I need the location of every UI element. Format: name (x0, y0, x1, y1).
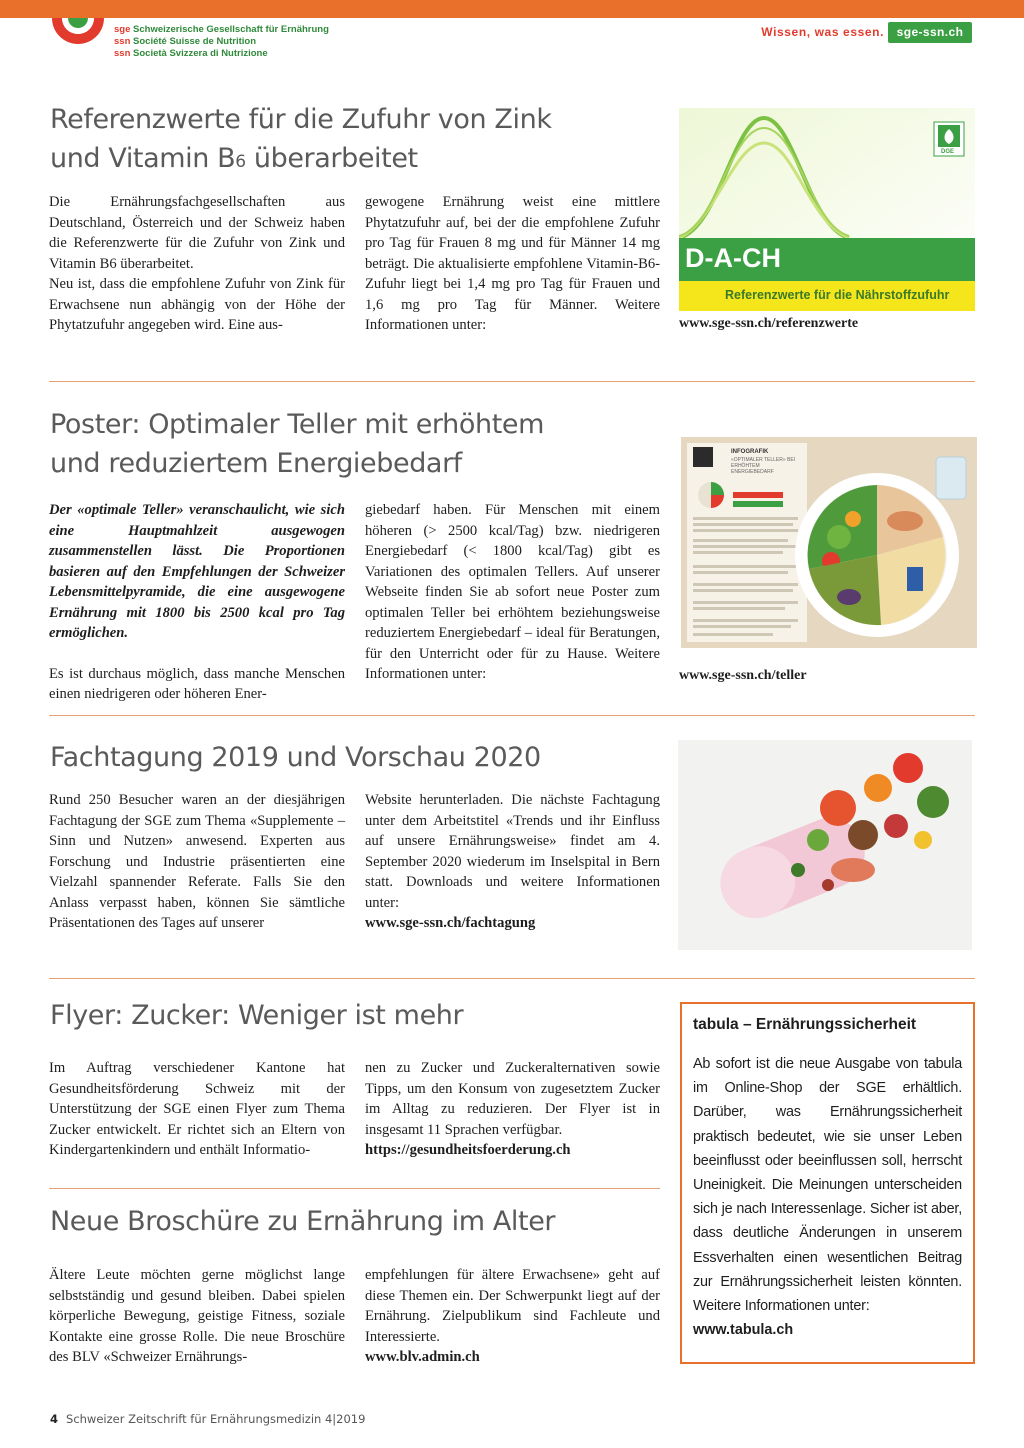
sge-logo (48, 18, 108, 52)
article-title-fachtagung: Fachtagung 2019 und Vorschau 2020 (50, 742, 541, 773)
article3-column-2: Website herunterladen. Die nächste Fachtagung unter dem Arbeitstitel «Trends und ihr Einfluss auf unsere Ernährungsweise» findet am 4. September 2020 wiederum im Inselspital in Bern statt. Downloads und weitere Informationen unter: www.sge-ssn.ch/fachtagung (365, 790, 660, 934)
link-tabula[interactable]: www.tabula.ch (693, 1322, 794, 1339)
link-referenzwerte[interactable]: www.sge-ssn.ch/referenzwerte (679, 316, 859, 331)
poster-image-title: INFOGRAFIK (731, 449, 769, 455)
journal-title: Schweizer Zeitschrift für Ernährungsmedizin 4|2019 (66, 1412, 366, 1426)
poster-image-subtitle: «OPTIMALER TELLER» BEI ERHÖHTEM ENERGIEBEDARF (731, 457, 796, 475)
link-blv[interactable]: www.blv.admin.ch (365, 1349, 480, 1365)
dach-band-subtitle: Referenzwerte für die Nährstoffzufuhr (725, 288, 950, 302)
dach-image-logo-text: DGE (941, 149, 955, 155)
article2-column-2: giebedarf haben. Für Menschen mit einem höheren (> 2500 kcal/Tag) bzw. niedrigeren Energiebedarf (< 1800 kcal/Tag) gibt es Variationen des optimalen Tellers. Auf unserer Webseite finden Sie ab sofort neue Poster zum optimalen Teller bei erhöhtem beziehungsweise reduziertem Energiebedarf – ideal für Beratungen, für den Unterricht oder für zu Hause. Weitere Informationen unter: (365, 502, 660, 682)
article-title-broschuere: Neue Broschüre zu Ernährung im Alter (50, 1206, 556, 1237)
slogan: Wissen, was essen. (761, 25, 884, 39)
article4-column-1: Im Auftrag verschiedener Kantone hat Gesundheitsförderung Schweiz mit der Unterstützung der SGE einen Flyer zum Thema Zucker entwickelt. Er richtet sich an Eltern von Kindergartenkindern und enthält Informatio- (49, 1060, 345, 1158)
org-line-it: ssn Società Svizzera di Nutrizione (114, 48, 268, 59)
organization-names (114, 24, 329, 60)
article4-column-2: nen zu Zucker und Zuckeralternativen sowie Tipps, um den Konsum von zugesetztem Zucker im Alltag zu reduzieren. Der Flyer ist in insgesamt 11 Sprachen verfügbar. https://gesundheitsfoerderung.ch (365, 1058, 660, 1161)
page-number: 4 (50, 1412, 59, 1426)
link-teller[interactable]: www.sge-ssn.ch/teller (679, 668, 807, 683)
dach-band-title: D-A-CH (685, 243, 781, 273)
sidebar-body: Ab sofort ist die neue Ausgabe von tabula im Online-Shop der SGE erhältlich. Darüber, was Ernährungssicherheit praktisch bedeutet, wie sie unser Leben beeinflusst oder beeinflussen soll, herrscht Uneinigkeit. Die Meinungen unterscheiden sich je nach Interessenlage. Sicher ist aber, dass deutliche Änderungen in unserem Essverhalten einen wesentlichen Beitrag zur Ernährungssicherheit leisten könnten. Weitere Informationen unter: (693, 1056, 962, 1315)
link-fachtagung[interactable]: www.sge-ssn.ch/fachtagung (365, 915, 536, 931)
page-footer (50, 1412, 365, 1426)
article-title-flyer-zucker: Flyer: Zucker: Weniger ist mehr (50, 1000, 464, 1031)
divider (49, 978, 975, 979)
site-badge[interactable]: sge-ssn.ch (888, 22, 972, 43)
article5-column-2: empfehlungen für ältere Erwachsene» geht auf diese Themen ein. Der Schwerpunkt liegt auf der Ernährung. Zielpublikum sind Fachleute und Interessierte. www.blv.admin.ch (365, 1265, 660, 1368)
article-title-referenzwerte: Referenzwerte für die Zufuhr von Zink und Vitamin B6 überarbeitet (50, 104, 552, 174)
optimal-plate-poster-image (681, 437, 977, 648)
sidebar-title: tabula – Ernährungssicherheit (693, 1016, 917, 1033)
article1-column-2: gewogene Ernährung weist eine mittlere Phytatzufuhr auf, bei der die empfohlene Zufuhr pro Tag für Frauen 8 mg und für Männer 14 mg beträgt. Die aktualisierte empfohlene Vitamin-B6-Zufuhr liegt bei 1,4 mg pro Tag für Frauen und 1,6 mg pro Tag für Männer. Weitere Informationen unter: (365, 194, 660, 333)
dach-reference-image (679, 108, 975, 311)
article2-column-1: Der «optimale Teller» veranschaulicht, wie sich eine Hauptmahlzeit ausgewogen zusammenstellen lässt. Die Proportionen basieren auf den Empfehlungen der Schweizer Lebensmittelpyramide, die eine ausgewogene Ernährung mit 1800 bis 2500 kcal pro Tag ermöglichen. Es ist durchaus möglich, dass manche Menschen einen niedrigeren oder höheren Ener- (49, 502, 345, 702)
org-line-fr: ssn Société Suisse de Nutrition (114, 36, 257, 47)
article-title-poster: Poster: Optimaler Teller mit erhöhtem und reduziertem Energiebedarf (50, 409, 544, 479)
org-line-de: sge Schweizerische Gesellschaft für Ernährung (114, 24, 329, 35)
article1-column-1: Die Ernährungsfachgesellschaften aus Deutschland, Österreich und der Schweiz haben die Referenzwerte für die Zufuhr von Zink und Vitamin B6 überarbeitet. Neu ist, dass die empfohlene Zufuhr von Zink für Erwachsene nun abhängig von der Höhe der Phytatzufuhr angegeben wird. Eine aus- (49, 194, 345, 333)
top-accent-bar (0, 0, 1024, 18)
article3-column-1: Rund 250 Besucher waren an der diesjährigen Fachtagung der SGE zum Thema «Supplemente – Sinn und Nutzen» anwesend. Experten aus Forschung und Industrie präsentierten eine Vielzahl spannender Referate. Falls Sie den Anlass verpasst haben, können Sie sämtliche Präsentationen des Tages auf unserer (49, 792, 345, 931)
supplement-capsule-image (678, 740, 972, 950)
link-gesundheitsfoerderung[interactable]: https://gesundheitsfoerderung.ch (365, 1142, 571, 1158)
article5-column-1: Ältere Leute möchten gerne möglichst lange selbstständig und gesund bleiben. Dabei spielen körperliche Bewegung, geistige Fitness, soziale Kontakte eine grosse Rolle. Die neue Broschüre des BLV «Schweizer Ernährungs- (49, 1267, 345, 1365)
divider (49, 1188, 660, 1189)
tabula-sidebar (680, 1002, 975, 1364)
divider (49, 381, 975, 382)
divider (49, 715, 975, 716)
